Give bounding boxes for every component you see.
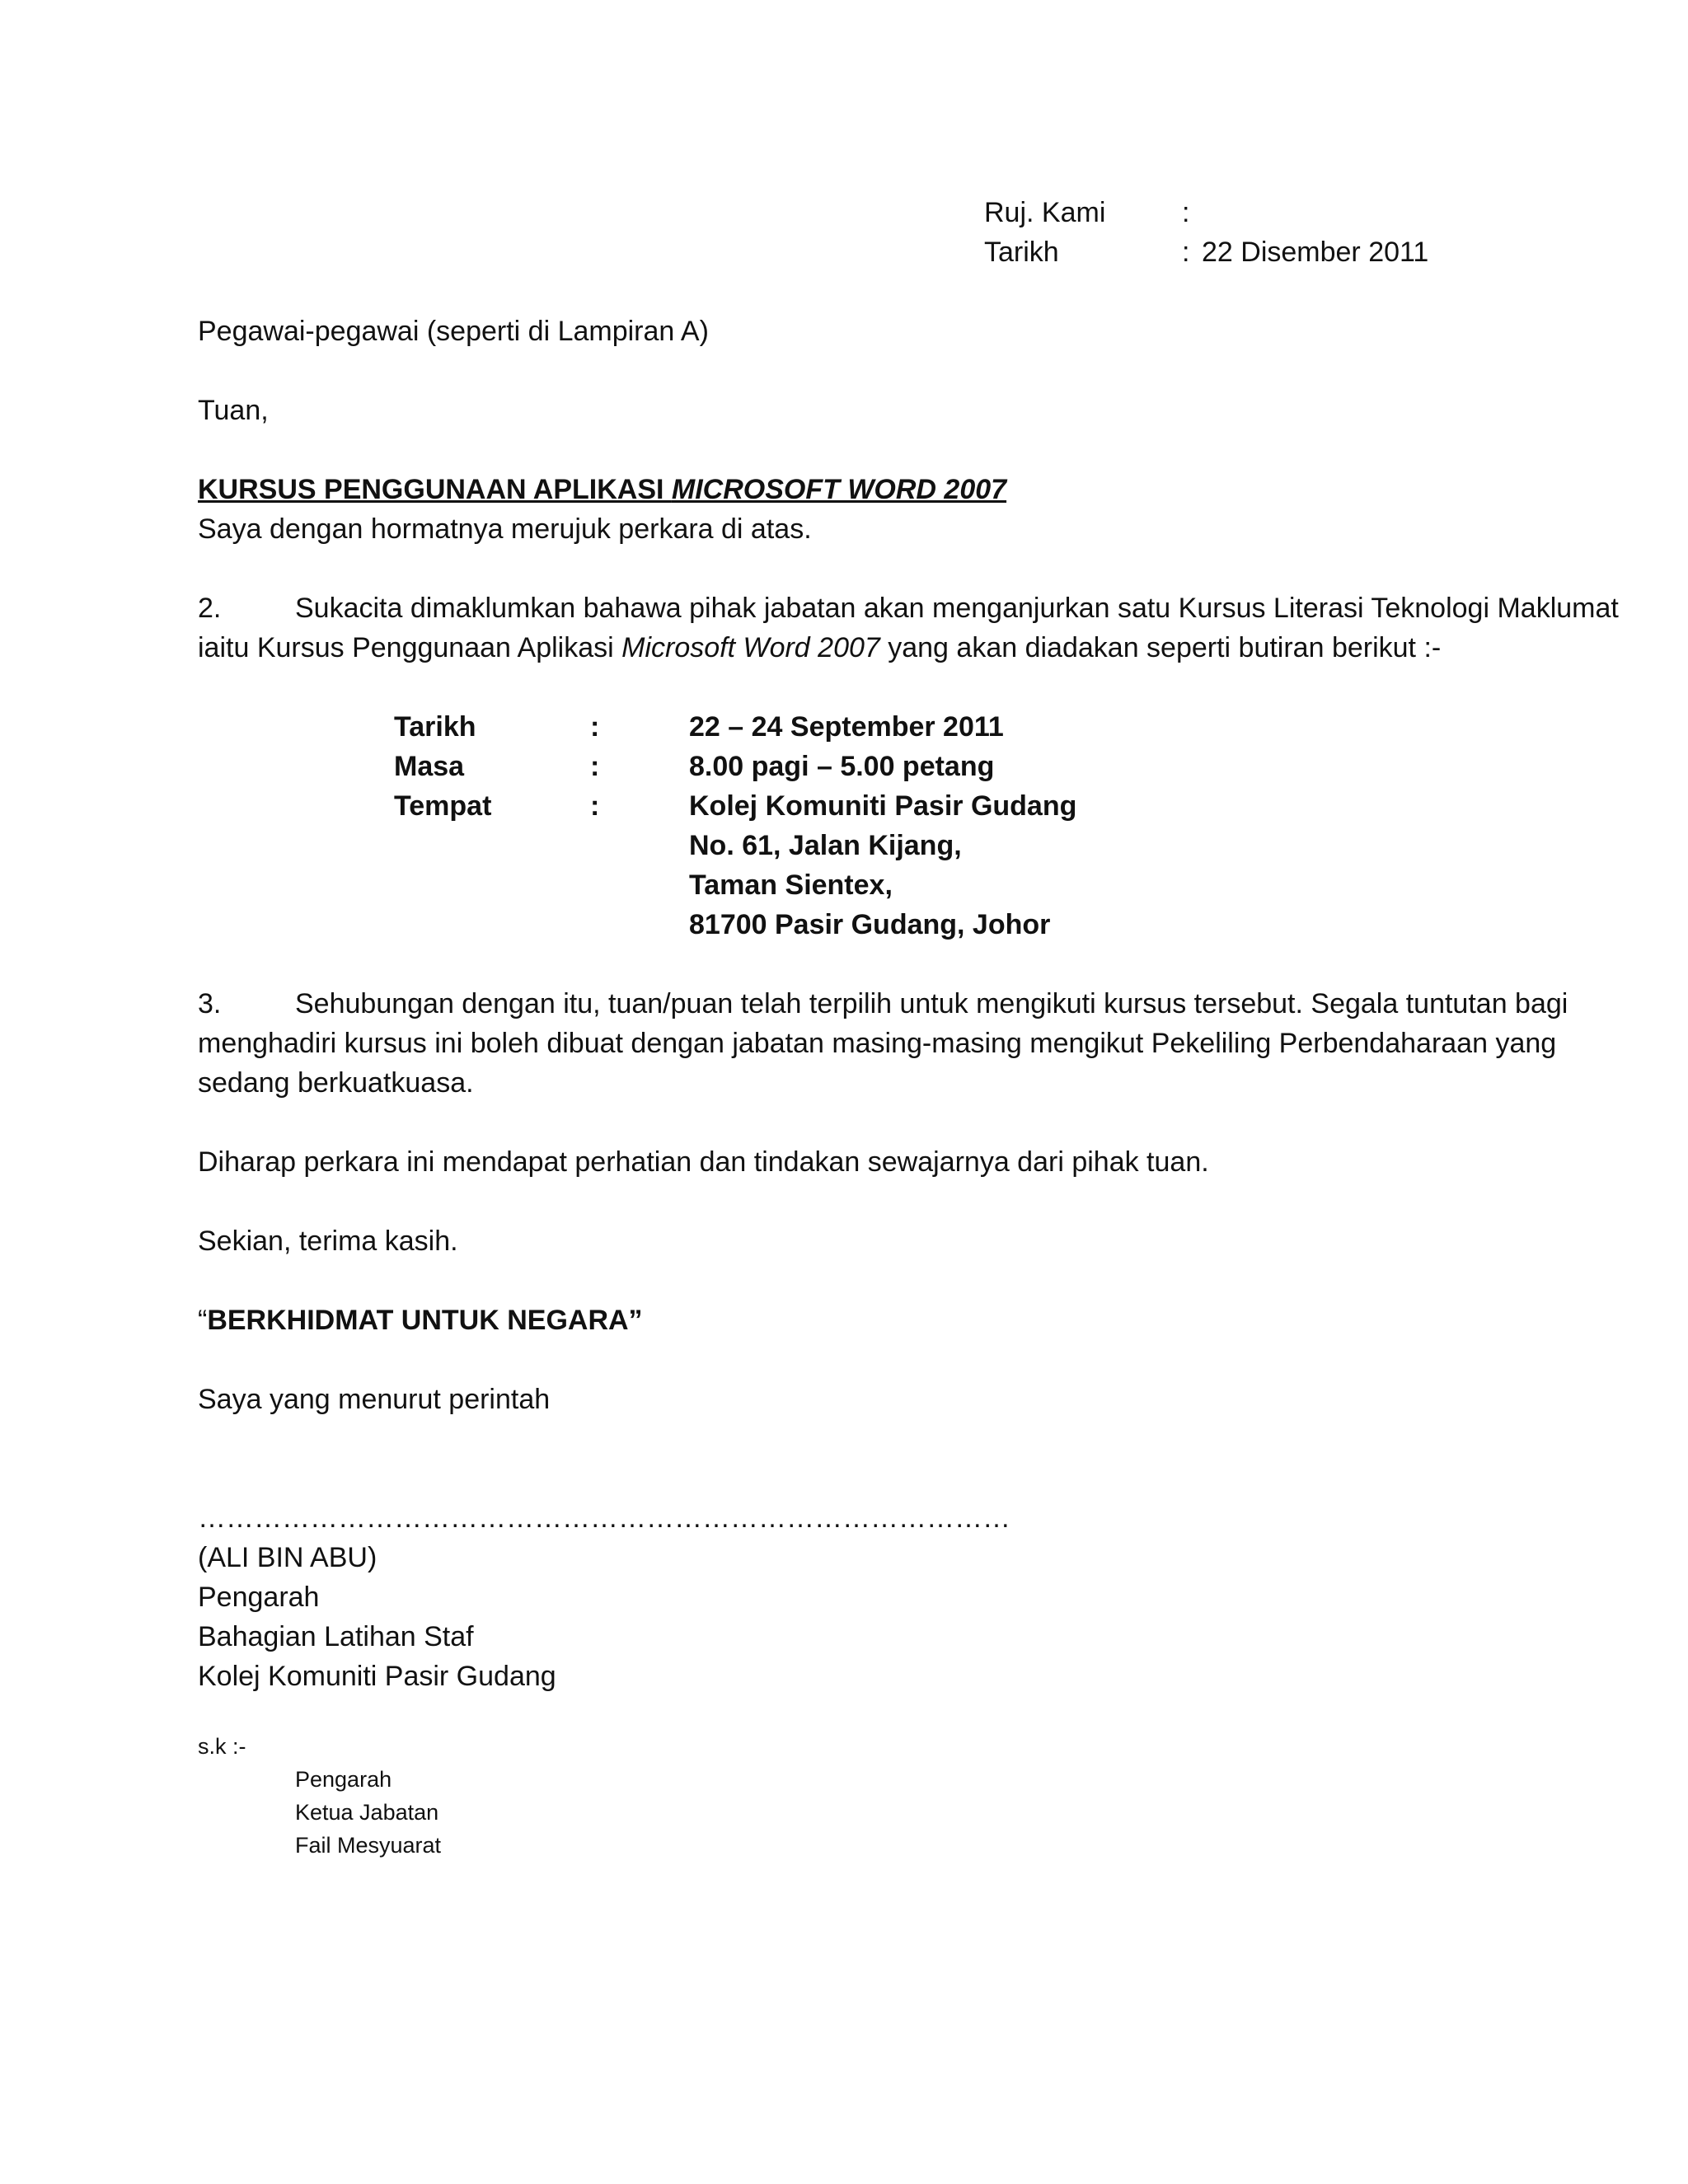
details-tempat-line-2: No. 61, Jalan Kijang, bbox=[689, 830, 962, 861]
subject-heading bbox=[198, 470, 1006, 509]
date-value: 22 Disember 2011 bbox=[1202, 237, 1429, 268]
cc-label: s.k :- bbox=[198, 1734, 246, 1759]
para2-line2-b: yang akan diadakan seperti butiran berikut :- bbox=[879, 632, 1442, 663]
sign-off: Saya yang menurut perintah bbox=[198, 1384, 551, 1415]
para2-line2 bbox=[198, 628, 1441, 668]
date-colon: : bbox=[1182, 237, 1190, 268]
motto-text: BERKHIDMAT UNTUK NEGARA” bbox=[207, 1305, 643, 1336]
cc-item: Pengarah bbox=[295, 1767, 392, 1792]
signatory-department: Bahagian Latihan Staf bbox=[198, 1621, 474, 1652]
signature-line: …………………………………………………………………………… bbox=[198, 1502, 1010, 1534]
details-tempat-line-3: Taman Sientex, bbox=[689, 869, 893, 901]
salutation: Tuan, bbox=[198, 395, 269, 426]
closing-thanks: Sekian, terima kasih. bbox=[198, 1226, 458, 1257]
details-tempat-label: Tempat bbox=[394, 790, 492, 822]
signatory-organisation: Kolej Komuniti Pasir Gudang bbox=[198, 1661, 556, 1692]
details-masa-value: 8.00 pagi – 5.00 petang bbox=[689, 751, 995, 782]
para3-line1: Sehubungan dengan itu, tuan/puan telah terpilih untuk mengikuti kursus tersebut. Segala tuntutan bagi bbox=[295, 988, 1568, 1019]
cc-item: Ketua Jabatan bbox=[295, 1800, 439, 1825]
signatory-name: (ALI BIN ABU) bbox=[198, 1542, 377, 1573]
para2-line1: Sukacita dimaklumkan bahawa pihak jabatan akan menganjurkan satu Kursus Literasi Teknologi Maklumat bbox=[295, 593, 1619, 624]
motto-open-quote: “ bbox=[198, 1305, 208, 1336]
details-masa-colon: : bbox=[590, 751, 600, 782]
para2-line2-italic: Microsoft Word 2007 bbox=[621, 632, 880, 663]
para3-line3: sedang berkuatkuasa. bbox=[198, 1067, 474, 1099]
subject-prefix: KURSUS PENGGUNAAN APLIKASI bbox=[198, 474, 672, 505]
subject-italic: MICROSOFT WORD 2007 bbox=[671, 474, 1007, 505]
date-label: Tarikh bbox=[984, 237, 1059, 268]
cc-item: Fail Mesyuarat bbox=[295, 1833, 442, 1858]
motto bbox=[198, 1301, 643, 1340]
para2-line2-a: iaitu Kursus Penggunaan Aplikasi bbox=[198, 632, 622, 663]
para3-number: 3. bbox=[198, 988, 222, 1019]
ref-label: Ruj. Kami bbox=[984, 197, 1106, 228]
details-tempat-line-1: Kolej Komuniti Pasir Gudang bbox=[689, 790, 1077, 822]
closing-request: Diharap perkara ini mendapat perhatian dan tindakan sewajarnya dari pihak tuan. bbox=[198, 1146, 1209, 1178]
details-tarikh-value: 22 – 24 September 2011 bbox=[689, 711, 1004, 743]
details-tempat-line-4: 81700 Pasir Gudang, Johor bbox=[689, 909, 1051, 940]
details-masa-label: Masa bbox=[394, 751, 465, 782]
details-tempat-colon: : bbox=[590, 790, 600, 822]
signatory-title: Pengarah bbox=[198, 1582, 320, 1613]
para2-number: 2. bbox=[198, 593, 222, 624]
opening-line: Saya dengan hormatnya merujuk perkara di atas. bbox=[198, 513, 812, 545]
ref-colon: : bbox=[1182, 197, 1190, 228]
recipient: Pegawai-pegawai (seperti di Lampiran A) bbox=[198, 316, 709, 347]
details-tarikh-label: Tarikh bbox=[394, 711, 476, 743]
para3-line2: menghadiri kursus ini boleh dibuat dengan jabatan masing-masing mengikut Pekeliling Perbendaharaan yang bbox=[198, 1028, 1557, 1059]
details-tarikh-colon: : bbox=[590, 711, 600, 743]
